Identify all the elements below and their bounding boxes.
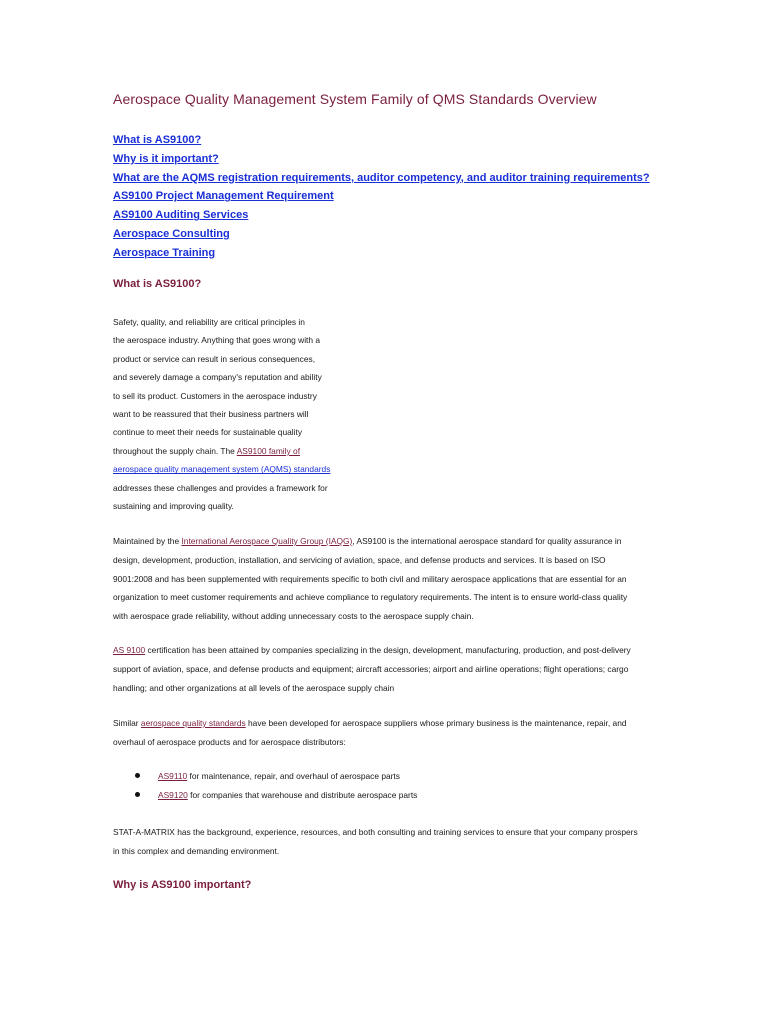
text-fragment: , AS9100 is the international aerospace standard for quality assurance in design, development, production, installation, and servicing of aviation, space, and defense products and services. It is based on ISO 9001:2008 and has been supplemented with requirements specific to both civil and military aerospace applications that are essential for an organization to meet customer requirements and achieve compliance to regulatory requirements. The intent is to ensure world-class quality with aerospace grade reliability, without adding unnecessary costs to the aerospace supply chain. [113,536,628,622]
toc-item [113,186,650,205]
text-line: to sell its product. Customers in the aerospace industry [113,390,317,401]
text-line: and severely damage a company's reputation and ability [113,372,322,383]
aqms-standards-link[interactable]: aerospace quality management system (AQMS) standards [113,464,331,475]
toc-item [113,224,650,243]
text-fragment: certification has been attained by companies specializing in the design, development, manufacturing, production, and post-delivery support of aviation, space, and defense products and equipment; aircraft accessories; airport and airline operations; flight operations; cargo handling; and other organizations at all levels of the aerospace supply chain [113,645,631,693]
certification-paragraph [113,641,643,697]
intro-paragraph [113,313,373,515]
iaqg-link[interactable]: International Aerospace Quality Group (IAQG) [181,536,353,546]
text-fragment: Maintained by the [113,536,182,546]
text-line: want to be reassured that their business partners will [113,409,309,420]
iaqg-paragraph [113,532,643,626]
bullet-icon [135,773,140,778]
toc-item [113,130,650,149]
toc-link-why-important[interactable]: Why is it important? [113,152,219,165]
bullet-icon [135,792,140,797]
section-heading-why-important: Why is AS9100 important? [113,879,252,891]
toc-link-aerospace-consulting[interactable]: Aerospace Consulting [113,227,230,240]
toc-link-project-management[interactable]: AS9100 Project Management Requirement [113,190,334,203]
text-line: the aerospace industry. Anything that goes wrong with a [113,335,321,346]
text-line [113,460,373,478]
aerospace-quality-standards-link[interactable]: aerospace quality standards [140,718,246,728]
standards-list [135,767,417,804]
text-fragment: for companies that warehouse and distribute aerospace parts [187,789,418,800]
toc-item [113,149,650,168]
text-fragment: throughout the supply chain. The [113,445,237,456]
section-heading-what-is-as9100: What is AS9100? [113,278,202,290]
toc-link-what-is-as9100[interactable]: What is AS9100? [113,134,202,146]
toc-link-aqms-requirements[interactable]: What are the AQMS registration requirements, auditor competency, and auditor training requirements? [113,171,650,184]
text-line [113,442,373,460]
as9120-link[interactable]: AS9120 [158,789,188,800]
list-item [135,786,417,805]
toc-item [113,243,650,262]
text-fragment: Similar [113,718,141,728]
toc-link-aerospace-training[interactable]: Aerospace Training [113,246,216,259]
as9100-family-link[interactable]: AS9100 family of [236,445,301,456]
table-of-contents [113,130,650,262]
as-9100-link[interactable]: AS 9100 [113,645,146,655]
toc-link-auditing-services[interactable]: AS9100 Auditing Services [113,209,249,222]
text-line: Safety, quality, and reliability are critical principles in [113,317,305,327]
text-line: addresses these challenges and provides a framework for [113,482,328,493]
text-fragment: have been developed for aerospace suppliers whose primary business is the maintenance, repair, and overhaul of aerospace products and for aerospace distributors: [113,718,627,747]
toc-item [113,205,650,224]
as9110-link[interactable]: AS9110 [158,771,188,781]
toc-item [113,168,650,187]
text-line: continue to meet their needs for sustainable quality [113,427,303,438]
text-fragment: for maintenance, repair, and overhaul of aerospace parts [187,771,400,781]
text-line: sustaining and improving quality. [113,501,234,512]
page-title: Aerospace Quality Management System Family of QMS Standards Overview [113,91,597,107]
text-line: product or service can result in serious consequences, [113,353,316,364]
list-item [135,767,417,786]
stat-a-matrix-paragraph: STAT-A-MATRIX has the background, experience, resources, and both consulting and training services to ensure that your company prospers in this complex and demanding environment. [113,827,638,856]
similar-standards-paragraph [113,714,643,752]
